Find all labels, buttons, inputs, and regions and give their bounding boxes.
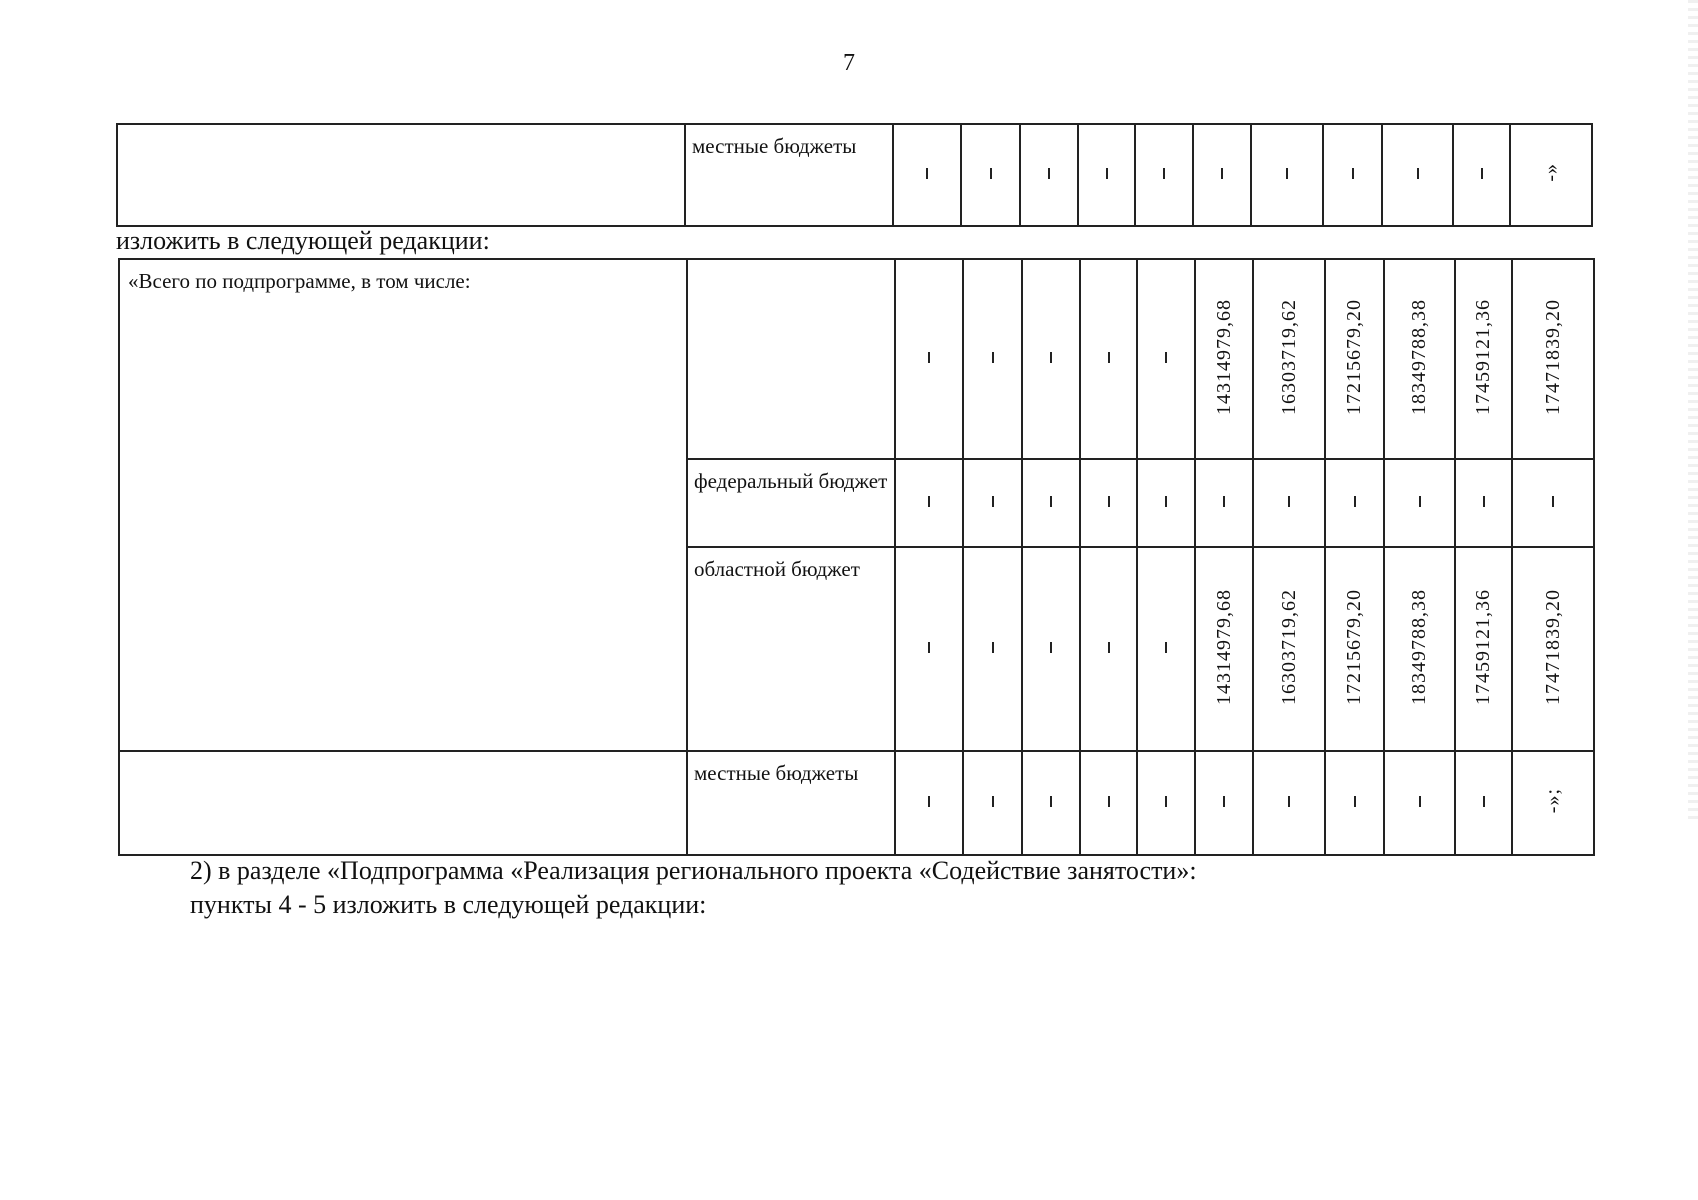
value-cell xyxy=(1193,124,1251,226)
value-cell xyxy=(1510,124,1592,226)
value-cell xyxy=(895,459,963,547)
dash-mark xyxy=(1483,796,1485,807)
value-cell xyxy=(1137,547,1195,751)
amount-value: 17471839,20 xyxy=(1541,588,1564,705)
value-cell xyxy=(1384,547,1455,751)
dash-mark xyxy=(1165,642,1167,653)
value-cell xyxy=(1137,459,1195,547)
top-empty-cell xyxy=(117,124,685,226)
dash-mark xyxy=(1417,168,1419,179)
value-cell xyxy=(1325,459,1384,547)
value-cell xyxy=(963,547,1022,751)
dash-mark xyxy=(1108,796,1110,807)
value-cell xyxy=(895,547,963,751)
dash-mark xyxy=(1223,796,1225,807)
value-cell xyxy=(1384,259,1455,459)
value-cell xyxy=(961,124,1020,226)
dash-mark xyxy=(1165,352,1167,363)
closing-quote-cell: -»; xyxy=(1541,787,1564,814)
total-row xyxy=(119,259,1594,459)
page-number: 7 xyxy=(843,50,855,76)
federal-label: федеральный бюджет xyxy=(687,459,895,547)
local-label: местные бюджеты xyxy=(687,751,895,855)
dash-mark xyxy=(928,496,930,507)
value-cell xyxy=(963,259,1022,459)
value-cell xyxy=(1455,547,1512,751)
value-cell xyxy=(1512,547,1594,751)
dash-mark xyxy=(928,352,930,363)
dash-mark xyxy=(1286,168,1288,179)
dash-mark xyxy=(1108,642,1110,653)
dash-mark xyxy=(1165,796,1167,807)
value-cell xyxy=(893,124,961,226)
value-cell xyxy=(1137,751,1195,855)
paragraph-section: 2) в разделе «Подпрограмма «Реализация регионального проекта «Содействие занятости»: xyxy=(190,856,1197,885)
value-cell xyxy=(1195,259,1253,459)
value-cell xyxy=(1135,124,1193,226)
amount-value: 17215679,20 xyxy=(1343,298,1365,415)
local-empty-cell xyxy=(119,751,687,855)
scan-edge-artifact xyxy=(1688,0,1698,820)
dash-mark xyxy=(1048,168,1050,179)
dash-mark xyxy=(1050,642,1052,653)
amount-value: 16303719,62 xyxy=(1277,588,1300,705)
top-local-row xyxy=(117,124,1592,226)
dash-mark xyxy=(990,168,992,179)
value-cell xyxy=(963,459,1022,547)
dash-mark xyxy=(1483,496,1485,507)
dash-mark xyxy=(1108,496,1110,507)
value-cell xyxy=(1455,751,1512,855)
value-cell xyxy=(1384,459,1455,547)
value-cell xyxy=(1253,259,1325,459)
total-label xyxy=(687,259,895,459)
value-cell xyxy=(1325,547,1384,751)
value-cell xyxy=(1325,259,1384,459)
dash-mark xyxy=(1288,796,1290,807)
amount-value: 17459121,36 xyxy=(1472,588,1494,705)
value-cell xyxy=(895,259,963,459)
dash-mark xyxy=(1108,352,1110,363)
top-table xyxy=(116,123,1593,227)
value-cell xyxy=(1251,124,1323,226)
value-cell xyxy=(1022,459,1080,547)
local-row xyxy=(119,751,1594,855)
dash-mark xyxy=(1163,168,1165,179)
regional-label: областной бюджет xyxy=(687,547,895,751)
amount-value: 17471839,20 xyxy=(1541,298,1564,415)
dash-mark xyxy=(928,642,930,653)
paragraph-items: пункты 4 - 5 изложить в следующей редакции: xyxy=(190,890,707,919)
value-cell xyxy=(1195,459,1253,547)
value-cell xyxy=(963,751,1022,855)
value-cell xyxy=(1512,459,1594,547)
amount-value: 18349788,38 xyxy=(1408,588,1430,705)
value-cell xyxy=(1020,124,1078,226)
value-cell xyxy=(895,751,963,855)
dash-mark xyxy=(1223,496,1225,507)
value-cell xyxy=(1512,259,1594,459)
dash-mark xyxy=(1050,496,1052,507)
dash-mark xyxy=(1050,352,1052,363)
value-cell xyxy=(1078,124,1135,226)
value-cell xyxy=(1022,547,1080,751)
dash-mark xyxy=(992,796,994,807)
dash-mark xyxy=(1106,168,1108,179)
value-cell xyxy=(1253,751,1325,855)
dash-mark xyxy=(928,796,930,807)
dash-mark xyxy=(1552,496,1554,507)
value-cell xyxy=(1253,547,1325,751)
dash-mark xyxy=(1354,496,1356,507)
value-cell xyxy=(1382,124,1453,226)
top-local-label: местные бюджеты xyxy=(685,124,893,226)
main-table xyxy=(118,258,1595,856)
value-cell xyxy=(1080,459,1137,547)
dash-mark xyxy=(1352,168,1354,179)
amount-value: 14314979,68 xyxy=(1212,588,1235,705)
value-cell xyxy=(1453,124,1510,226)
dash-mark xyxy=(992,496,994,507)
value-cell xyxy=(1195,751,1253,855)
value-cell xyxy=(1022,751,1080,855)
value-cell xyxy=(1323,124,1382,226)
value-cell xyxy=(1325,751,1384,855)
value-cell xyxy=(1080,259,1137,459)
value-cell xyxy=(1512,751,1594,855)
dash-mark xyxy=(1221,168,1223,179)
value-cell xyxy=(1137,259,1195,459)
subprogram-title: «Всего по подпрограмме, в том числе: xyxy=(119,259,687,751)
dash-mark xyxy=(926,168,928,179)
amount-value: 17459121,36 xyxy=(1472,298,1494,415)
dash-mark xyxy=(1354,796,1356,807)
dash-mark xyxy=(1481,168,1483,179)
value-cell xyxy=(1080,751,1137,855)
dash-mark xyxy=(1165,496,1167,507)
value-cell xyxy=(1455,459,1512,547)
value-cell xyxy=(1022,259,1080,459)
dash-mark xyxy=(1288,496,1290,507)
dash-mark xyxy=(1419,496,1421,507)
dash-mark xyxy=(1419,796,1421,807)
value-cell xyxy=(1253,459,1325,547)
value-cell xyxy=(1080,547,1137,751)
value-cell xyxy=(1195,547,1253,751)
amount-value: 14314979,68 xyxy=(1212,298,1235,415)
dash-mark xyxy=(992,352,994,363)
intro-text: изложить в следующей редакции: xyxy=(116,226,490,255)
value-cell xyxy=(1384,751,1455,855)
amount-value: 16303719,62 xyxy=(1277,298,1300,415)
closing-quote-cell: -» xyxy=(1539,163,1562,182)
amount-value: 17215679,20 xyxy=(1343,588,1365,705)
dash-mark xyxy=(1050,796,1052,807)
amount-value: 18349788,38 xyxy=(1408,298,1430,415)
value-cell xyxy=(1455,259,1512,459)
dash-mark xyxy=(992,642,994,653)
